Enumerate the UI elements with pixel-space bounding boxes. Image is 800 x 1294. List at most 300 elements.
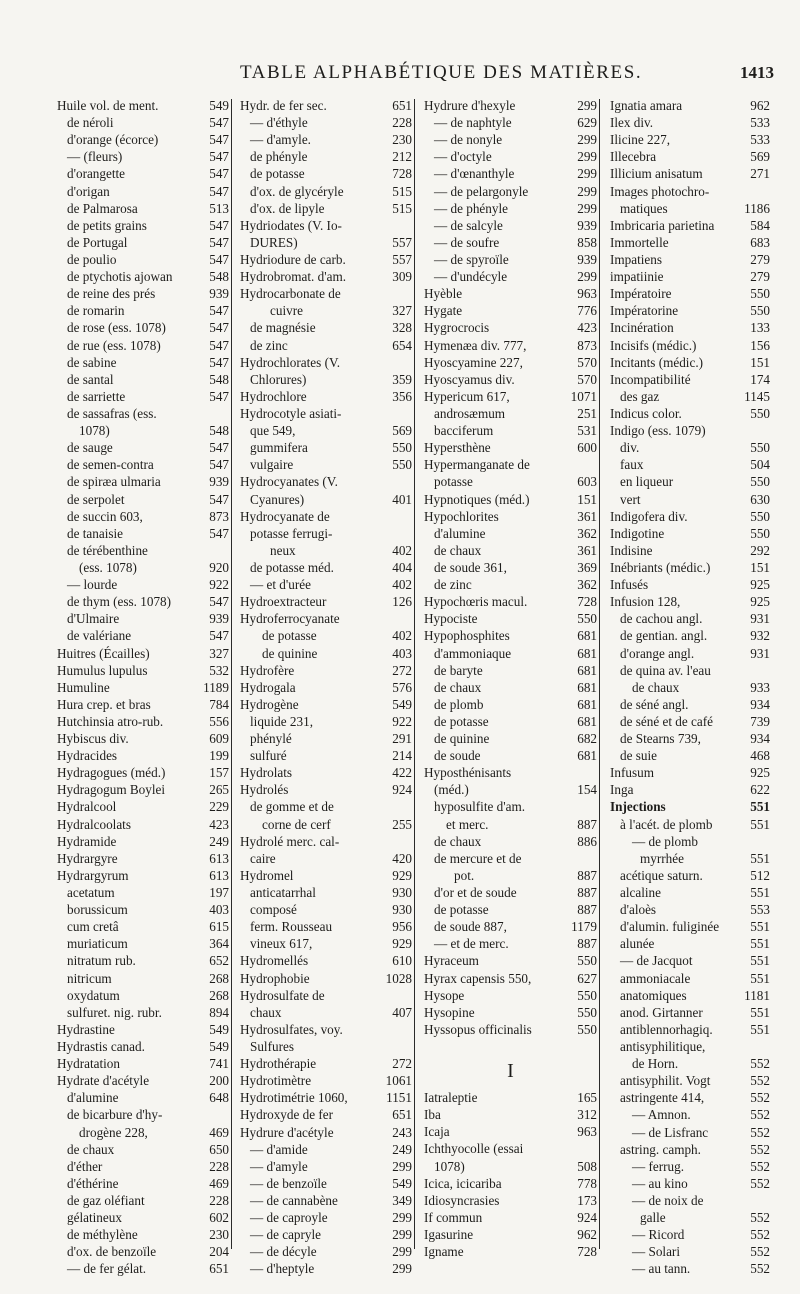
entry-term: de phényle bbox=[250, 149, 308, 165]
entry-page-ref: 422 bbox=[392, 765, 412, 781]
entry-term: Illicium anisatum bbox=[610, 166, 703, 182]
index-entry bbox=[610, 1175, 770, 1192]
entry-term: faux bbox=[620, 457, 644, 473]
index-entry bbox=[610, 302, 770, 319]
entry-page-ref: 925 bbox=[750, 765, 770, 781]
entry-term: Hyssopus officinalis bbox=[424, 1021, 532, 1037]
index-entry bbox=[240, 713, 412, 730]
index-entry bbox=[240, 884, 412, 901]
entry-page-ref: 681 bbox=[577, 628, 597, 644]
entry-page-ref: 551 bbox=[750, 919, 770, 935]
index-entry bbox=[240, 833, 412, 850]
entry-term: — de nonyle bbox=[434, 132, 503, 148]
entry-page-ref: 728 bbox=[577, 594, 597, 610]
index-entry bbox=[57, 901, 229, 918]
entry-term: de térébenthine bbox=[67, 542, 148, 558]
index-entry bbox=[57, 867, 229, 884]
entry-term: de potasse bbox=[434, 902, 489, 918]
entry-page-ref: 513 bbox=[209, 200, 229, 216]
entry-term: Hydrosulfates, voy. bbox=[240, 1021, 343, 1037]
index-entry bbox=[240, 371, 412, 388]
entry-page-ref: 312 bbox=[577, 1107, 597, 1123]
index-entry bbox=[240, 456, 412, 473]
entry-page-ref: 133 bbox=[750, 320, 770, 336]
entry-page-ref: 929 bbox=[392, 867, 412, 883]
entry-page-ref: 1179 bbox=[571, 919, 597, 935]
entry-page-ref: 299 bbox=[577, 166, 597, 182]
entry-page-ref: 401 bbox=[392, 491, 412, 507]
entry-page-ref: 271 bbox=[750, 166, 770, 182]
entry-term: Hydrotimétrie 1060, bbox=[240, 1090, 348, 1106]
index-entry bbox=[424, 1140, 597, 1157]
index-entry bbox=[240, 97, 412, 114]
index-entry bbox=[240, 542, 412, 559]
index-entry bbox=[610, 935, 770, 952]
entry-term: Sulfures bbox=[250, 1039, 294, 1055]
index-entry bbox=[424, 1089, 597, 1106]
entry-term: potasse ferrugi- bbox=[250, 525, 333, 541]
entry-page-ref: 549 bbox=[209, 1021, 229, 1037]
index-entry bbox=[240, 1158, 412, 1175]
entry-page-ref: 776 bbox=[577, 303, 597, 319]
entry-page-ref: 651 bbox=[392, 98, 412, 113]
index-entry bbox=[240, 1089, 412, 1106]
entry-page-ref: 547 bbox=[209, 149, 229, 165]
entry-page-ref: 1145 bbox=[744, 388, 770, 404]
index-entry bbox=[240, 816, 412, 833]
entry-page-ref: 423 bbox=[209, 816, 229, 832]
entry-term: de rue (ess. 1078) bbox=[67, 337, 161, 353]
entry-term: Chlorures) bbox=[250, 371, 307, 387]
entry-term: vert bbox=[620, 491, 641, 507]
entry-page-ref: 197 bbox=[209, 885, 229, 901]
entry-term: — de naphtyle bbox=[434, 115, 512, 131]
entry-term: Ignatia amara bbox=[610, 98, 683, 113]
entry-term: de suie bbox=[620, 748, 657, 764]
index-entry bbox=[424, 696, 597, 713]
entry-term: Indigo (ess. 1079) bbox=[610, 423, 706, 439]
entry-page-ref: 328 bbox=[392, 320, 412, 336]
entry-page-ref: 299 bbox=[577, 98, 597, 113]
index-entry bbox=[240, 200, 412, 217]
page-number: 1413 bbox=[740, 63, 774, 82]
index-entry bbox=[424, 491, 597, 508]
entry-page-ref: 920 bbox=[209, 559, 229, 575]
index-entry bbox=[424, 952, 597, 969]
entry-page-ref: 922 bbox=[392, 713, 412, 729]
index-entry bbox=[610, 1192, 770, 1209]
index-entry bbox=[610, 131, 770, 148]
entry-term: borussicum bbox=[67, 902, 128, 918]
entry-term: d'alumine bbox=[67, 1090, 119, 1106]
index-entry bbox=[57, 1055, 229, 1072]
entry-page-ref: 551 bbox=[750, 799, 770, 815]
entry-term: d'ox. de lipyle bbox=[250, 200, 325, 216]
entry-term: Hybiscus div. bbox=[57, 731, 129, 747]
index-entry bbox=[240, 217, 412, 234]
entry-term: cuivre bbox=[270, 303, 303, 319]
index-entry bbox=[240, 439, 412, 456]
entry-page-ref: 550 bbox=[750, 303, 770, 319]
entry-page-ref: 547 bbox=[209, 594, 229, 610]
index-entry bbox=[424, 833, 597, 850]
entry-page-ref: 615 bbox=[209, 919, 229, 935]
index-entry bbox=[610, 1260, 770, 1277]
index-entry bbox=[610, 251, 770, 268]
entry-term: Hydragogues (méd.) bbox=[57, 765, 166, 781]
entry-term: de spiræa ulmaria bbox=[67, 474, 161, 490]
entry-page-ref: 279 bbox=[750, 251, 770, 267]
index-entry bbox=[240, 337, 412, 354]
entry-page-ref: 551 bbox=[750, 816, 770, 832]
entry-page-ref: 630 bbox=[750, 491, 770, 507]
entry-term: Hydriodure de carb. bbox=[240, 251, 346, 267]
entry-term: de chaux bbox=[434, 679, 482, 695]
entry-term: — de caproyle bbox=[250, 1210, 328, 1226]
index-entry bbox=[424, 901, 597, 918]
index-entry bbox=[240, 508, 412, 525]
entry-term: Hydralcoolats bbox=[57, 816, 131, 832]
entry-page-ref: 228 bbox=[209, 1193, 229, 1208]
entry-page-ref: 627 bbox=[577, 970, 597, 986]
index-entry bbox=[424, 867, 597, 884]
entry-page-ref: 299 bbox=[392, 1227, 412, 1243]
entry-page-ref: 652 bbox=[209, 953, 229, 969]
entry-term: If commun bbox=[424, 1209, 483, 1225]
index-entry bbox=[240, 593, 412, 610]
entry-page-ref: 610 bbox=[392, 953, 412, 969]
entry-page-ref: 569 bbox=[392, 423, 412, 439]
entry-page-ref: 1189 bbox=[203, 679, 229, 695]
entry-term: d'alumin. fuliginée bbox=[620, 919, 720, 935]
entry-term: — d'amide bbox=[250, 1141, 308, 1157]
entry-page-ref: 327 bbox=[392, 303, 412, 319]
index-entry bbox=[240, 1226, 412, 1243]
entry-term: de chaux bbox=[434, 833, 482, 849]
entry-term: — et de merc. bbox=[434, 936, 509, 952]
entry-page-ref: 930 bbox=[392, 902, 412, 918]
entry-term: d'orange angl. bbox=[620, 645, 695, 661]
index-entry bbox=[610, 371, 770, 388]
entry-term: — de phényle bbox=[434, 200, 508, 216]
index-entry bbox=[57, 183, 229, 200]
entry-term: d'origan bbox=[67, 183, 110, 199]
entry-term: Hydrocarbonate de bbox=[240, 286, 341, 302]
index-entry bbox=[240, 302, 412, 319]
entry-page-ref: 552 bbox=[750, 1244, 770, 1260]
index-entry bbox=[424, 627, 597, 644]
index-entry bbox=[424, 473, 597, 490]
entry-term: — de plomb bbox=[632, 833, 698, 849]
index-entry bbox=[424, 1038, 597, 1055]
index-entry bbox=[610, 576, 770, 593]
entry-term: d'ox. de glycéryle bbox=[250, 183, 344, 199]
entry-page-ref: 547 bbox=[209, 132, 229, 148]
entry-page-ref: 532 bbox=[209, 662, 229, 678]
entry-term: Ilex div. bbox=[610, 115, 654, 131]
index-entry bbox=[610, 1124, 770, 1141]
entry-page-ref: 932 bbox=[750, 628, 770, 644]
entry-term: d'orangette bbox=[67, 166, 126, 182]
entry-term: Hydracides bbox=[57, 748, 118, 764]
entry-term: — de Jacquot bbox=[620, 953, 693, 969]
index-entry bbox=[610, 1072, 770, 1089]
section-letter-heading bbox=[424, 1055, 597, 1089]
index-entry bbox=[57, 833, 229, 850]
entry-term: Hypophosphites bbox=[424, 628, 510, 644]
entry-term: — au kino bbox=[632, 1175, 688, 1191]
index-entry bbox=[57, 388, 229, 405]
entry-page-ref: 402 bbox=[392, 542, 412, 558]
index-entry bbox=[240, 268, 412, 285]
index-entry bbox=[57, 1124, 229, 1141]
index-entry bbox=[57, 713, 229, 730]
entry-page-ref: 939 bbox=[209, 474, 229, 490]
entry-term: Hydrargyre bbox=[57, 850, 118, 866]
index-entry bbox=[610, 439, 770, 456]
index-entry bbox=[240, 525, 412, 542]
index-entry bbox=[424, 1209, 597, 1226]
entry-term: de Palmarosa bbox=[67, 200, 138, 216]
entry-term: de potasse bbox=[262, 628, 317, 644]
index-entry bbox=[240, 1038, 412, 1055]
index-entry bbox=[57, 491, 229, 508]
entry-page-ref: 547 bbox=[209, 183, 229, 199]
entry-page-ref: 925 bbox=[750, 594, 770, 610]
entry-page-ref: 613 bbox=[209, 850, 229, 866]
entry-term: Hydrochlorates (V. bbox=[240, 354, 341, 370]
entry-page-ref: 548 bbox=[209, 423, 229, 439]
entry-page-ref: 547 bbox=[209, 337, 229, 353]
index-entry bbox=[610, 610, 770, 627]
index-entry bbox=[240, 473, 412, 490]
entry-page-ref: 609 bbox=[209, 731, 229, 747]
index-entry bbox=[610, 798, 770, 815]
index-entry bbox=[240, 850, 412, 867]
index-entry bbox=[610, 337, 770, 354]
index-entry bbox=[424, 610, 597, 627]
entry-term: Hysope bbox=[424, 987, 465, 1003]
entry-page-ref: 469 bbox=[209, 1124, 229, 1140]
entry-page-ref: 550 bbox=[750, 286, 770, 302]
entry-page-ref: 299 bbox=[392, 1210, 412, 1226]
index-entry bbox=[610, 1055, 770, 1072]
entry-page-ref: 551 bbox=[750, 953, 770, 969]
entry-page-ref: 547 bbox=[209, 115, 229, 131]
index-entry bbox=[240, 1243, 412, 1260]
entry-page-ref: 547 bbox=[209, 303, 229, 319]
entry-term: Impératoire bbox=[610, 286, 672, 302]
entry-term: de bicarbure d'hy- bbox=[67, 1107, 163, 1123]
index-entry bbox=[610, 730, 770, 747]
entry-term: Hypnotiques (méd.) bbox=[424, 491, 530, 507]
index-entry bbox=[240, 1124, 412, 1141]
entry-page-ref: 547 bbox=[209, 525, 229, 541]
entry-term: de petits grains bbox=[67, 217, 147, 233]
entry-page-ref: 962 bbox=[577, 1227, 597, 1242]
index-entry bbox=[57, 165, 229, 182]
index-entry bbox=[57, 354, 229, 371]
entry-term: et merc. bbox=[446, 816, 489, 832]
index-entry bbox=[610, 165, 770, 182]
entry-term: Inébriants (médic.) bbox=[610, 559, 711, 575]
index-entry bbox=[57, 1209, 229, 1226]
index-entry bbox=[424, 816, 597, 833]
index-entry bbox=[240, 1021, 412, 1038]
entry-term: Hyposthénisants bbox=[424, 765, 512, 781]
index-entry bbox=[424, 319, 597, 336]
index-entry bbox=[424, 131, 597, 148]
entry-term: de santal bbox=[67, 371, 114, 387]
index-entry bbox=[424, 1175, 597, 1192]
entry-term: Infusés bbox=[610, 577, 649, 593]
index-entry bbox=[57, 645, 229, 662]
entry-page-ref: 934 bbox=[750, 696, 770, 712]
index-entry bbox=[424, 1226, 597, 1243]
index-entry bbox=[57, 508, 229, 525]
index-entry bbox=[610, 1106, 770, 1123]
running-title: TABLE ALPHABÉTIQUE DES MATIÈRES. bbox=[240, 62, 643, 83]
entry-page-ref: 249 bbox=[209, 833, 229, 849]
entry-term: caire bbox=[250, 850, 276, 866]
index-entry bbox=[57, 1106, 229, 1123]
entry-term: oxydatum bbox=[67, 987, 120, 1003]
entry-page-ref: 402 bbox=[392, 577, 412, 593]
entry-page-ref: 349 bbox=[392, 1193, 412, 1208]
entry-page-ref: 651 bbox=[392, 1107, 412, 1123]
entry-term: alunée bbox=[620, 936, 655, 952]
entry-page-ref: 584 bbox=[750, 217, 770, 233]
index-entry bbox=[424, 148, 597, 165]
index-entry bbox=[240, 559, 412, 576]
index-entry bbox=[424, 456, 597, 473]
entry-term: composé bbox=[250, 902, 297, 918]
entry-page-ref: 156 bbox=[750, 337, 770, 353]
entry-page-ref: 403 bbox=[392, 645, 412, 661]
index-entry bbox=[424, 405, 597, 422]
entry-term: Hydrosulfate de bbox=[240, 987, 325, 1003]
index-entry bbox=[424, 165, 597, 182]
entry-term: Hypermanganate de bbox=[424, 457, 530, 473]
index-entry bbox=[240, 1072, 412, 1089]
entry-term: — de spyroïle bbox=[434, 251, 509, 267]
entry-term: Indigotine bbox=[610, 525, 665, 541]
index-entry bbox=[610, 850, 770, 867]
entry-page-ref: 550 bbox=[750, 474, 770, 490]
entry-page-ref: 550 bbox=[577, 987, 597, 1003]
entry-page-ref: 228 bbox=[209, 1158, 229, 1174]
entry-term: Hura crep. et bras bbox=[57, 696, 151, 712]
entry-term: de semen-contra bbox=[67, 457, 154, 473]
column-divider bbox=[414, 99, 415, 1249]
index-entry bbox=[610, 234, 770, 251]
entry-page-ref: 933 bbox=[750, 679, 770, 695]
entry-page-ref: 894 bbox=[209, 1004, 229, 1020]
entry-term: Hydramide bbox=[57, 833, 117, 849]
entry-page-ref: 728 bbox=[392, 166, 412, 182]
entry-term: Hydrocyanates (V. bbox=[240, 474, 338, 490]
index-entry bbox=[240, 1260, 412, 1277]
entry-term: de méthylène bbox=[67, 1227, 138, 1243]
index-entry bbox=[424, 798, 597, 815]
index-entry bbox=[57, 696, 229, 713]
entry-term: Hypociste bbox=[424, 611, 478, 627]
entry-term: Idiosyncrasies bbox=[424, 1192, 500, 1208]
entry-page-ref: 299 bbox=[577, 269, 597, 285]
entry-term: de sassafras (ess. bbox=[67, 405, 157, 421]
index-entry bbox=[424, 371, 597, 388]
entry-page-ref: 551 bbox=[750, 1021, 770, 1037]
index-entry bbox=[610, 679, 770, 696]
index-entry bbox=[57, 935, 229, 952]
entry-term: nitricum bbox=[67, 970, 112, 986]
entry-term: Iba bbox=[424, 1107, 441, 1123]
entry-page-ref: 741 bbox=[209, 1056, 229, 1072]
entry-page-ref: 552 bbox=[750, 1175, 770, 1191]
index-entry bbox=[240, 935, 412, 952]
entry-page-ref: 362 bbox=[577, 525, 597, 541]
entry-page-ref: 547 bbox=[209, 234, 229, 250]
entry-term: div. bbox=[620, 440, 640, 456]
index-entry bbox=[240, 148, 412, 165]
index-entry bbox=[610, 491, 770, 508]
entry-term: Icica, icicariba bbox=[424, 1175, 502, 1191]
entry-term: de potasse bbox=[250, 166, 305, 182]
entry-term: DURES) bbox=[250, 234, 298, 250]
entry-term: — lourde bbox=[67, 577, 118, 593]
entry-term: ammoniacale bbox=[620, 970, 691, 986]
entry-page-ref: 551 bbox=[750, 850, 770, 866]
entry-page-ref: 547 bbox=[209, 217, 229, 233]
index-entry bbox=[57, 627, 229, 644]
entry-page-ref: 858 bbox=[577, 234, 597, 250]
entry-page-ref: 402 bbox=[392, 628, 412, 644]
index-entry bbox=[610, 1226, 770, 1243]
entry-term: Hyrax capensis 550, bbox=[424, 970, 532, 986]
entry-page-ref: 251 bbox=[577, 405, 597, 421]
entry-term: gummifera bbox=[250, 440, 308, 456]
entry-page-ref: 515 bbox=[392, 200, 412, 216]
index-entry bbox=[424, 542, 597, 559]
entry-term: de succin 603, bbox=[67, 508, 143, 524]
entry-term: — d'heptyle bbox=[250, 1261, 315, 1277]
index-entry bbox=[240, 319, 412, 336]
entry-term: Infusion 128, bbox=[610, 594, 681, 610]
entry-page-ref: 547 bbox=[209, 388, 229, 404]
entry-page-ref: 174 bbox=[750, 371, 770, 387]
entry-term: acétique saturn. bbox=[620, 867, 703, 883]
index-entry bbox=[57, 439, 229, 456]
entry-term: Hydroextracteur bbox=[240, 594, 327, 610]
entry-term: ferm. Rousseau bbox=[250, 919, 333, 935]
entry-term: — (fleurs) bbox=[67, 149, 123, 165]
index-entry bbox=[610, 764, 770, 781]
index-entry bbox=[57, 679, 229, 696]
entry-term: Hyèble bbox=[424, 286, 463, 302]
entry-page-ref: 154 bbox=[577, 782, 597, 798]
entry-term: Huitres (Écailles) bbox=[57, 645, 150, 661]
entry-page-ref: 550 bbox=[750, 508, 770, 524]
entry-term: astringente 414, bbox=[620, 1090, 705, 1106]
entry-page-ref: 570 bbox=[577, 371, 597, 387]
entry-term: sulfuret. nig. rubr. bbox=[67, 1004, 162, 1020]
entry-term: Incitants (médic.) bbox=[610, 354, 704, 370]
entry-page-ref: 681 bbox=[577, 713, 597, 729]
entry-term: de cachou angl. bbox=[620, 611, 703, 627]
entry-term: cum cretâ bbox=[67, 919, 119, 935]
entry-term: Humuline bbox=[57, 679, 110, 695]
entry-term: Hydrastis canad. bbox=[57, 1039, 145, 1055]
